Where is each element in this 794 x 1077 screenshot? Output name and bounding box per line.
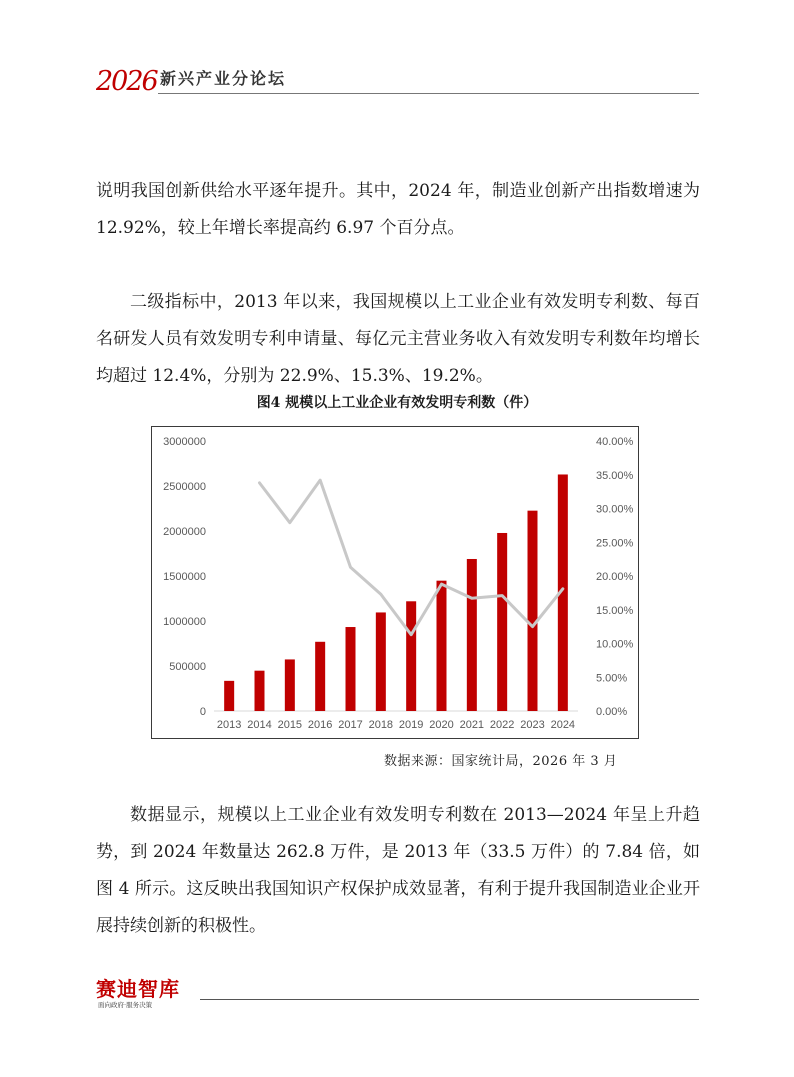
left-axis-tick-label: 1500000	[163, 571, 206, 583]
bar	[437, 581, 447, 711]
bar	[406, 601, 416, 711]
bar	[528, 511, 538, 711]
paragraph-1: 说明我国创新供给水平逐年提升。其中，2024 年，制造业创新产出指数增速为 12.92%，较上年增长率提高约 6.97 个百分点。	[96, 181, 700, 238]
x-axis-tick-label: 2022	[489, 719, 515, 731]
left-axis-tick-label: 3000000	[163, 436, 206, 448]
x-axis-tick-label: 2020	[429, 719, 454, 731]
right-axis-tick-label: 20.00%	[596, 571, 634, 583]
x-axis-tick-label: 2013	[216, 719, 242, 731]
x-axis-tick-label: 2014	[247, 719, 272, 731]
right-axis-tick-label: 10.00%	[596, 638, 634, 651]
left-axis-tick-label: 500000	[169, 661, 206, 673]
right-axis-tick-label: 5.00%	[596, 672, 628, 685]
x-axis-tick-label: 2017	[338, 719, 363, 731]
x-axis-tick-label: 2024	[550, 719, 576, 731]
right-axis-tick-label: 35.00%	[596, 469, 634, 482]
x-axis-tick-label: 2021	[459, 719, 485, 731]
footer-divider	[200, 999, 699, 1000]
right-axis-tick-label: 25.00%	[596, 537, 634, 550]
bar	[315, 642, 325, 711]
bar	[467, 559, 477, 711]
right-axis-tick-label: 30.00%	[596, 503, 634, 516]
left-axis-tick-label: 0	[199, 706, 206, 718]
year-logo-text: 2026	[96, 66, 157, 97]
left-axis-tick-label: 2000000	[163, 526, 206, 538]
left-axis-tick-label: 1000000	[163, 616, 206, 628]
bar	[376, 612, 386, 711]
paragraph-3: 数据显示，规模以上工业企业有效发明专利数在 2013—2024 年呈上升趋势，到 2024 年数量达 262.8 万件，是 2013 年（33.5 万件）的 7.84 倍，如图 4 所示。这反映出我国知识产权保护成效显著，有利于提升我国制造业企业开展持续创新的积极性。	[96, 805, 700, 936]
x-axis-tick-label: 2018	[368, 719, 394, 731]
right-axis-tick-label: 0.00%	[596, 706, 628, 718]
header-title: 新兴产业分论坛	[160, 69, 287, 88]
bar	[497, 533, 507, 711]
bar	[285, 659, 295, 711]
bar	[224, 681, 234, 711]
x-axis-tick-label: 2023	[520, 719, 545, 731]
left-axis-tick-label: 2500000	[163, 481, 206, 493]
bar	[255, 671, 265, 711]
right-axis-tick-label: 15.00%	[596, 604, 634, 617]
figure-title: 图4 规模以上工业企业有效发明专利数（件）	[256, 395, 538, 411]
right-axis-tick-label: 40.00%	[596, 436, 634, 448]
year-logo	[96, 62, 160, 106]
patent-chart-svg	[152, 427, 640, 740]
x-axis-tick-label: 2016	[307, 719, 333, 731]
patent-chart	[151, 426, 639, 739]
x-axis-tick-label: 2019	[398, 719, 424, 731]
brand-logo-text: 赛迪智库	[96, 977, 180, 1001]
x-axis-tick-label: 2015	[277, 719, 303, 731]
brand-logo	[96, 976, 206, 1008]
header-divider	[158, 93, 699, 94]
brand-slogan-text: 面向政府·服务决策	[98, 1001, 153, 1008]
figure-source: 数据来源：国家统计局，2026 年 3 月	[384, 754, 618, 769]
paragraph-2: 二级指标中，2013 年以来，我国规模以上工业企业有效发明专利数、每百名研发人员有效发明专利申请量、每亿元主营业务收入有效发明专利数年均增长均超过 12.4%，分别为 22.9%、15.3%、19.2%。	[96, 292, 700, 386]
bar	[346, 627, 356, 711]
